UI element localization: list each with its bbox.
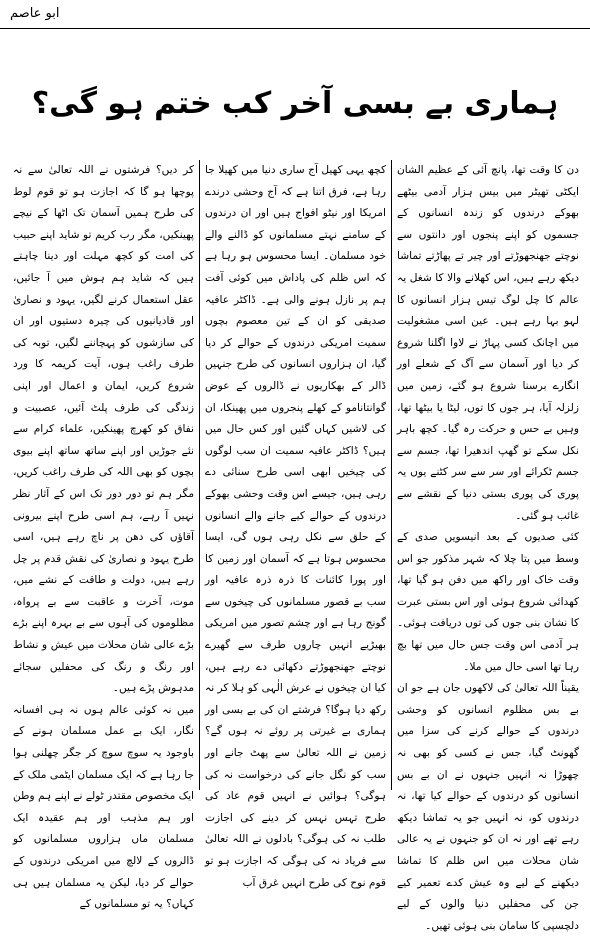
paragraph: میں نہ کوئی عالم ہوں نہ ہی افسانہ نگار، ایک بے عمل مسلمان ہونے کے باوجود یہ سوچ سوچ کر جگر چھلنی ہوا جا رہا ہے کہ ایک مسلمان ایٹمی ملک کے ایک مخصوص مقتدر ٹولے نے اپنے ہم وطن اور ہم مذہب اور ہم عقیدہ ایک مسلمان ماں ہزاروں مسلمانوں کو ڈالروں کے لالچ میں امریکی درندوں کے حوالے کر دیا، لیکن یہ مسلمان ہیں ہی کہاں؟ یہ تو مسلمانوں کے: [12, 703, 194, 911]
paragraph: کچھ یہی کھیل آج ساری دنیا میں کھیلا جا رہا ہے، فرق اتنا ہے کہ آج وحشی درندے امریکا اور نیٹو افواج ہیں اور ان درندوں کے سامنے نہتے مسلمانوں کو ڈالنے والے خود مسلمان۔ ایسا محسوس ہو رہا ہے کہ اس ظلم کی پاداش میں کوئی آفت ہم پر نازل ہونے والی ہے۔ ڈاکٹر عافیہ صدیقی کو ان کے تین معصوم بچوں سمیت امریکی درندوں کے حوالے کر دیا گیا، ان ہزاروں انسانوں کی طرح جنہیں ڈالر کے بھکاریوں نے ڈالروں کے عوض گوانتانامو کے کھلے پنجروں میں پھینکا، ان کی لاشیں کہاں گئیں اور کس حال میں ہیں؟ ڈاکٹر عافیہ سمیت ان سب لوگوں کی چیخیں ابھی اسی طرح سنائی دے رہی ہیں، جیسے اس وقت وحشی بھوکے درندوں کے حوالے کیے جانے والے انسانوں کے حلق سے نکل رہی ہوں گی، ایسا محسوس ہوتا ہے کہ آسمان اور زمین کا اور پورا کائنات کا ذرہ ذرہ عافیہ اور سب بے قصور مسلمانوں کی چیخوں سے گونج رہا ہے اور چشم تصور میں امریکی بھیڑیے انہیں چاروں طرف سے گھیرے نوچتے جھنجھوڑتے دکھائی دے رہے ہیں، کیا ان چیخوں نے عرش الٰہی کو ہلا کر نہ رکھ دیا ہوگا؟ فرشتے ان کی بے بسی اور ہماری بے غیرتی پر روئے نہ ہوں گے؟ زمین نے اللہ تعالیٰ سے پھٹ جانے اور سب کو نگل جانے کی درخواست نہ کی ہوگی؟ ہوائیں نے انہیں قوم عاد کی طرح تہس نہس کر دینے کی اجازت طلب نہ کی ہوگی؟ بادلوں نے اللہ تعالیٰ سے فریاد نہ کی ہوگی کہ اجازت ہو تو قوم نوح کی طرح انہیں غرق آب: [205, 164, 386, 889]
header-rule: [0, 28, 590, 29]
paragraph: کئی صدیوں کے بعد انیسویں صدی کے وسط میں پتا چلا کہ شہر مذکور جو اس وقت خاک اور راکھ میں دفن ہو گیا تھا، کھدائی شروع ہوئی اور اس بستی عبرت کا نشان بنی جوں کی توں دریافت ہوئی۔ ہر آدمی اس وقت جس حال میں تھا بچ رہا تھا اسی حال میں ملا۔: [397, 531, 579, 673]
column-middle: [200, 160, 392, 889]
column-left: [8, 160, 200, 911]
paragraph: کر دیں؟ فرشتوں نے اللہ تعالیٰ سے نہ پوچھا ہو گا کہ اجازت ہو تو قوم لوط کی طرح ہمیں آسمان تک اٹھا کے نیچے پھینکیں، مگر رب کریم تو شاید اپنے حبیب کی امت کو کچھ مہلت اور دینا چاہتے ہیں کہ شاید ہم ہوش میں آ جائیں، عقل استعمال کرنے لگیں، یہود و نصاریٰ اور قادیانیوں کی چیرہ دستیوں اور ان کی سازشوں کو پہچاننے لگیں، توبہ کی طرف راغب ہوں، آیت کریمہ کا ورد شروع کریں، ایمان و اعمال اور اپنی زندگی کی طرف پلٹ آئیں، عصبیت و نفاق کو کھرچ پھینکیں، علماء کرام سے نئے جوڑیں اور اپنے ساتھ ساتھ اپنے بیوی بچوں کو بھی اللہ کی طرف راغب کریں، مگر ہم تو دور دور تک اس کے آثار نظر نہیں آ رہے، ہم اسی طرح اپنے بیرونی آقاؤں کی دھن پر ناچ رہے ہیں، اسی طرح یہود و نصاریٰ کی نقش قدم پر چل رہے ہیں، دولت و طاقت کے نشے میں، موت، آخرت و عاقبت سے بے پرواہ، مظلوموں کی آہوں سے بے بہرہ اپنے بڑے بڑے عالی شان محلات میں عیش و نشاط اور رنگ و رنگ کی محفلیں سجائے مدہوش پڑے ہیں۔: [13, 164, 194, 695]
paragraph: یقیناً اللہ تعالیٰ کی لاکھوں جان ہے جو ان بے بس مظلوم انسانوں کو وحشی درندوں کے حوالے کرنے کی سزا میں گھونٹ گیا، جس نے کسی کو بھی نہ چھوڑا نہ انہیں جنہوں نے ان بے بس انسانوں کو درندوں کے حوالے کیا تھا، نہ درندوں کو، نہ انہیں جو یہ تماشا دیکھ رہے تھے اور نہ ان کو جنہوں نے یہ عالی شان محلات میں اس ظلم کا تماشا دیکھنے کے لیے وہ عیش کدے تعمیر کیے جن کی محفلیں دنیا والوں کے لیے دلچسپی کا سامان بنی ہوئی تھیں۔: [397, 682, 579, 932]
column-right: [392, 160, 584, 932]
article-title: ہماری بے بسی آخر کب ختم ہو گی؟: [31, 86, 559, 121]
article-body: [6, 160, 584, 932]
byline: ابو عاصم: [10, 6, 60, 21]
paragraph: دن کا وقت تھا، پانچ آئی کے عظیم الشان ایکٹی تھیٹر میں بیس ہزار آدمی بیٹھے بھوکے درندوں کو زندہ انسانوں کے جسموں کو اپنے پنجوں اور دانتوں سے نوچتے جھنجھوڑتے اور چیر تے پھاڑتے تماشا دیکھ رہے ہیں، اس کھلانے والا کا شغل یہ عالم کا چل لوگ تیس ہزار انسانوں کا لہو بہا رہے ہیں۔ عین اسی مشغولیت میں اچانک کسی پہاڑ نے لاوا اگلنا شروع کر دیا اور آسمان سے آگ کے شعلے اور انگارے برسنا شروع ہو گئے، زمین میں زلزلہ آیا، ہر جوں کا توں، لیٹا یا بیٹھا تھا، وہیں بے حس و حرکت رہ گیا۔ کچھ باہر نکل سکے تو گھپ اندھیرا تھا، جسم سے جسم ٹکرائے اور سر سے سر کٹنے یوں یہ پوری کی پوری بستی دنیا کے نقشے سے غائب ہو گئی۔: [397, 164, 579, 522]
